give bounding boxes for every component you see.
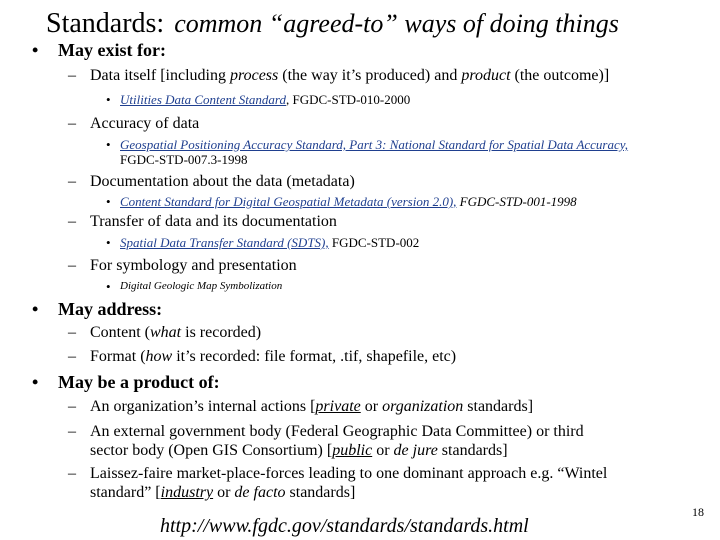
bullet: •: [32, 40, 39, 60]
item-data-itself: Data itself [including process (the way it’s produced) and product (the outcome)]: [90, 67, 610, 84]
dash: –: [68, 423, 76, 440]
item-accuracy: Accuracy of data: [90, 115, 200, 132]
item-content: Content (what is recorded): [90, 324, 262, 341]
slide-title: [46, 8, 619, 40]
heading-may-address: May address:: [58, 299, 163, 319]
heading-may-be-product-of: May be a product of:: [58, 372, 220, 392]
dash: –: [68, 67, 76, 84]
item-market-line2: standard” [industry or de facto standards]: [90, 484, 356, 501]
title-sub: common “agreed-to” ways of doing things: [174, 9, 619, 38]
title-main: Standards:: [46, 8, 165, 39]
dash: –: [68, 324, 76, 341]
example-sdts: Spatial Data Transfer Standard (SDTS), FGDC-STD-002: [120, 235, 420, 250]
link-utilities-standard[interactable]: Utilities Data Content Standard: [120, 92, 286, 107]
item-organization: An organization’s internal actions [private or organization standards]: [90, 398, 534, 415]
item-symbology: For symbology and presentation: [90, 257, 297, 274]
dash: –: [68, 213, 76, 230]
dash: –: [68, 348, 76, 365]
bullet: •: [32, 299, 39, 319]
example-utilities: Utilities Data Content Standard, FGDC-STD-010-2000: [120, 92, 411, 107]
item-transfer: Transfer of data and its documentation: [90, 213, 337, 230]
bullet: •: [106, 194, 111, 209]
accuracy-standard-id: FGDC-STD-007.3-1998: [120, 152, 248, 167]
item-documentation: Documentation about the data (metadata): [90, 173, 355, 190]
dash: –: [68, 173, 76, 190]
dash: –: [68, 398, 76, 415]
link-accuracy-standard[interactable]: Geospatial Positioning Accuracy Standard, Part 3: National Standard for Spatial Data Accuracy,: [120, 137, 629, 152]
dash: –: [68, 465, 76, 482]
heading-may-exist-for: May exist for:: [58, 40, 166, 60]
example-geologic-map: Digital Geologic Map Symbolization: [120, 280, 283, 292]
footer-url[interactable]: http://www.fgdc.gov/standards/standards.html: [160, 515, 529, 537]
bullet: •: [106, 279, 111, 294]
example-metadata: Content Standard for Digital Geospatial Metadata (version 2.0), FGDC-STD-001-1998: [120, 194, 577, 209]
link-sdts-standard[interactable]: Spatial Data Transfer Standard (SDTS),: [120, 235, 329, 250]
bullet: •: [106, 92, 111, 107]
item-market-line1: Laissez-faire market-place-forces leading to one dominant approach e.g. “Wintel: [90, 465, 608, 482]
page-number: 18: [692, 505, 704, 519]
bullet: •: [106, 137, 111, 152]
bullet: •: [106, 235, 111, 250]
item-government-line1: An external government body (Federal Geographic Data Committee) or third: [90, 423, 584, 440]
dash: –: [68, 115, 76, 132]
dash: –: [68, 257, 76, 274]
item-format: Format (how it’s recorded: file format, .tif, shapefile, etc): [90, 348, 457, 365]
bullet: •: [32, 372, 39, 392]
item-government-line2: sector body (Open GIS Consortium) [public or de jure standards]: [90, 442, 508, 459]
link-metadata-standard[interactable]: Content Standard for Digital Geospatial Metadata (version 2.0),: [120, 194, 457, 209]
